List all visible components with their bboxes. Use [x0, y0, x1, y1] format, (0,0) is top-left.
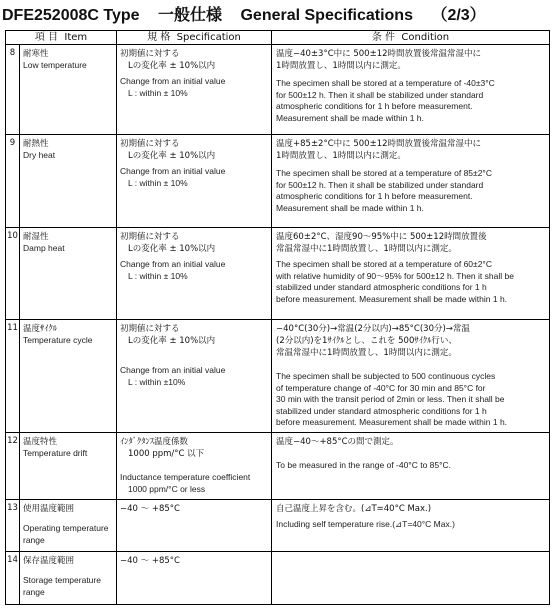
- text-line: 初期値に対する: [120, 232, 180, 242]
- text-line: Inductance temperature coefficient: [120, 472, 251, 482]
- item-name-en: Low temperature: [23, 60, 87, 70]
- text-line: before measurement. Measurement shall be made within 1 h.: [276, 417, 508, 427]
- part-number: DFE252008C Type: [2, 7, 140, 24]
- condition-cell: [272, 433, 550, 500]
- row-number: 14: [6, 552, 20, 605]
- text-line: The specimen shall be subjected to 500 continuous cycles: [276, 371, 496, 381]
- item-cell: [20, 320, 117, 433]
- text-line: L : within ± 10%: [128, 270, 188, 281]
- text-line: Change from an initial value: [120, 259, 226, 269]
- item-name-en: Temperature cycle: [23, 335, 93, 345]
- item-name-jp: 耐湿性: [23, 232, 49, 242]
- text-line: for 500±12 h. Then it shall be stabilized under standard: [276, 179, 484, 190]
- row-number: 11: [6, 320, 20, 433]
- title-jp: 一般仕様: [158, 7, 223, 24]
- item-cell: [20, 433, 117, 500]
- table-header-row: [6, 31, 550, 45]
- item-cell: [20, 45, 117, 135]
- table-row: [6, 552, 550, 605]
- text-line: 1時間放置し、1時間以内に測定。: [276, 61, 406, 71]
- item-name-en: Storage temperature range: [23, 575, 101, 597]
- text-line: before measurement. Measurement shall be made within 1 h.: [276, 293, 508, 304]
- text-line: 初期値に対する: [120, 49, 180, 59]
- table-row: [6, 433, 550, 500]
- item-cell: [20, 552, 117, 605]
- specification-cell: [117, 552, 272, 605]
- text-line: Measurement shall be made within 1 h.: [276, 112, 424, 123]
- text-line: Lの変化率 ± 10%以内: [128, 61, 216, 71]
- row-number: 8: [6, 45, 20, 135]
- item-name-jp: 保存温度範囲: [23, 556, 75, 566]
- text-line: 自己温度上昇を含む。(⊿T=40°C Max.): [276, 504, 432, 514]
- item-name-en: Temperature drift: [23, 448, 88, 458]
- title-en: General Specifications: [240, 7, 413, 24]
- header-item: 項 目 Item: [6, 31, 117, 45]
- table-row: [6, 228, 550, 320]
- text-line: −40°C(30分)→常温(2分以内)→85°C(30分)→常温: [276, 324, 470, 334]
- text-line: −40 〜 +85°C: [120, 504, 180, 514]
- item-name-jp: 温度特性: [23, 437, 58, 447]
- text-line: Change from an initial value: [120, 365, 226, 375]
- table-row: [6, 500, 550, 552]
- text-line: The specimen shall be stored at a temperature of -40±3°C: [276, 78, 495, 88]
- text-line: 1000 ppm/°C 以下: [128, 449, 205, 459]
- text-line: 温度−40〜+85°Cの間で測定。: [276, 437, 399, 447]
- header-condition: 条 件 Condition: [272, 31, 550, 45]
- item-name-jp: 使用温度範囲: [23, 504, 75, 514]
- text-line: The specimen shall be stored at a temperature of 60±2°C: [276, 259, 492, 269]
- row-number: 12: [6, 433, 20, 500]
- item-cell: [20, 500, 117, 552]
- text-line: Change from an initial value: [120, 166, 226, 176]
- page-indicator: （2/3）: [431, 7, 486, 24]
- row-number: 9: [6, 135, 20, 228]
- text-line: Lの変化率 ± 10%以内: [128, 336, 216, 346]
- text-line: Including self temperature rise.(⊿T=40°C Max.): [276, 519, 455, 529]
- text-line: stabilized under standard atmospheric conditions for 1 h: [276, 405, 487, 416]
- condition-cell: [272, 320, 550, 433]
- condition-cell: [272, 228, 550, 320]
- item-name-en: Dry heat: [23, 150, 56, 160]
- text-line: with relative humidity of 90〜95% for 500±12 h. Then it shall be: [276, 270, 514, 281]
- text-line: atmospheric conditions for 1 h before measurement.: [276, 191, 473, 201]
- table-row: [6, 135, 550, 228]
- text-line: L : within ±10%: [128, 376, 186, 387]
- text-line: 温度+85±2°C中に 500±12時間放置後常温常湿中に: [276, 139, 482, 149]
- header-spec: 規 格 Specification: [117, 31, 272, 45]
- text-line: 常温常湿中に1時間放置し、1時間以内に測定。: [276, 348, 457, 358]
- text-line: 1000 ppm/°C or less: [128, 483, 206, 494]
- text-line: Measurement shall be made within 1 h.: [276, 202, 424, 213]
- text-line: stabilized under standard atmospheric conditions for 1 h: [276, 282, 487, 292]
- specification-cell: [117, 135, 272, 228]
- text-line: L : within ± 10%: [128, 87, 188, 98]
- table-row: [6, 320, 550, 433]
- item-cell: [20, 135, 117, 228]
- item-cell: [20, 228, 117, 320]
- specification-cell: [117, 320, 272, 433]
- spec-table: [5, 30, 550, 605]
- text-line: ｲﾝﾀﾞｸﾀﾝｽ温度係数: [120, 437, 189, 447]
- item-name-jp: 温度ｻｲｸﾙ: [23, 324, 58, 334]
- item-name-jp: 耐寒性: [23, 49, 49, 59]
- item-name-en: Damp heat: [23, 243, 65, 253]
- text-line: 初期値に対する: [120, 324, 180, 334]
- document-title: [2, 3, 550, 29]
- text-line: for 500±12 h. Then it shall be stabilized under standard: [276, 89, 484, 100]
- condition-cell: [272, 500, 550, 552]
- text-line: atmospheric conditions for 1 h before measurement.: [276, 101, 473, 111]
- row-number: 13: [6, 500, 20, 552]
- item-name-en: Operating temperature range: [23, 523, 109, 545]
- text-line: 温度−40±3°C中に 500±12時間放置後常温常湿中に: [276, 49, 482, 59]
- text-line: L : within ± 10%: [128, 177, 188, 188]
- text-line: 1時間放置し、1時間以内に測定。: [276, 151, 406, 161]
- text-line: of temperature change of -40°C for 30 min and 85°C for: [276, 382, 486, 393]
- text-line: 常温常湿中に1時間放置し、1時間以内に測定。: [276, 244, 457, 254]
- text-line: To be measured in the range of -40°C to 85°C.: [276, 460, 452, 470]
- text-line: Change from an initial value: [120, 76, 226, 86]
- condition-cell: [272, 45, 550, 135]
- specification-cell: [117, 45, 272, 135]
- text-line: (2分以内)を1ｻｲｸﾙとし、これを 500ｻｲｸﾙ行い、: [276, 336, 457, 346]
- text-line: Lの変化率 ± 10%以内: [128, 151, 216, 161]
- condition-cell: [272, 135, 550, 228]
- table-row: [6, 45, 550, 135]
- text-line: The specimen shall be stored at a temperature of 85±2°C: [276, 168, 492, 178]
- text-line: 30 min with the transit period of 2min or less. Then it shall be: [276, 394, 505, 404]
- specification-cell: [117, 500, 272, 552]
- specification-cell: [117, 228, 272, 320]
- specification-cell: [117, 433, 272, 500]
- text-line: −40 〜 +85°C: [120, 556, 180, 566]
- text-line: 初期値に対する: [120, 139, 180, 149]
- condition-cell: [272, 552, 550, 605]
- text-line: Lの変化率 ± 10%以内: [128, 244, 216, 254]
- item-name-jp: 耐熱性: [23, 139, 49, 149]
- row-number: 10: [6, 228, 20, 320]
- text-line: 温度60±2°C、湿度90〜95%中に 500±12時間放置後: [276, 232, 487, 242]
